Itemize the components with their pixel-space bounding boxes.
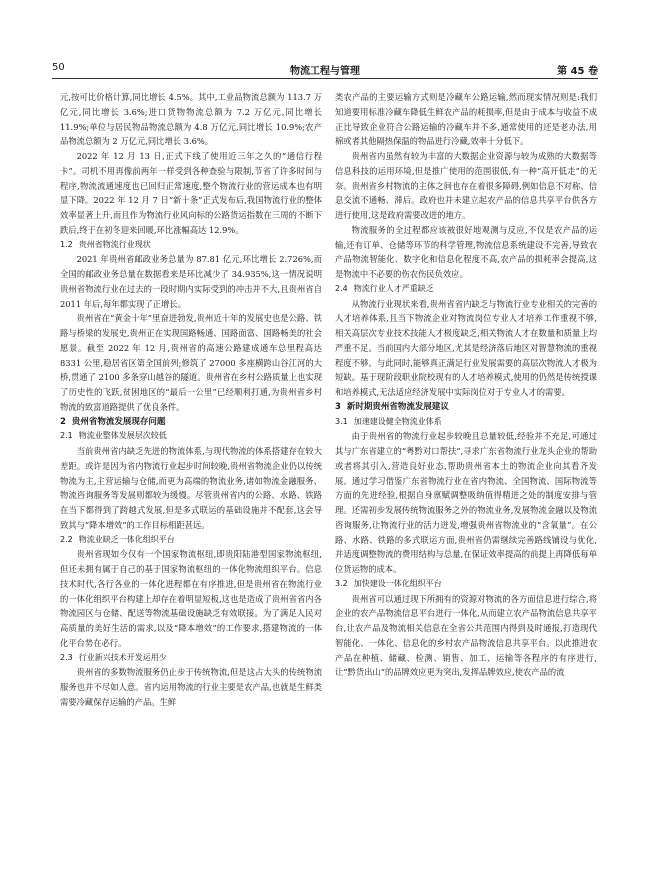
subsection-number: 3.2 bbox=[335, 578, 348, 588]
subsection-number: 3.1 bbox=[335, 416, 348, 426]
section-number: 3 bbox=[335, 401, 341, 412]
paragraph: 物流服务的全过程都应该被很好地观测与反应,不仅是农产品的运输,还有订单、仓储等环节的科学管理,物流信息系统建设不完善,导致农产品物流智能化、数字化和信息化程度不高,农产品的损耗率会提高,这是物流中不必要的伤农伤民负效应。 bbox=[335, 224, 597, 279]
subsection-heading bbox=[60, 533, 322, 548]
paragraph: 元,按可比价格计算,同比增长 4.5%。其中,工业品物流总额为 113.7 万亿元,同比增长 3.6%;进口货物物流总额为 7.2 万亿元,同比增长 11.9%;单位与居民物品物流总额为 4.8 万亿元,同比增长 10.9%;农产品物流总额为 2 万亿元,同比增长 3.6%。 bbox=[60, 92, 322, 147]
page-number: 50 bbox=[52, 62, 65, 73]
right-column bbox=[335, 90, 597, 680]
subsection-heading bbox=[60, 651, 322, 666]
subsection-number: 2.2 bbox=[60, 534, 73, 544]
paragraph: 由于贵州省的物流行业起步较晚且总量较低,经验并不充足,可通过其与广东省建立的“粤黔对口帮扶”,寻求广东省物流行业龙头企业的帮助或者将其引入,营造良好业态,帮助贵州省本土的物流企业向其看齐发展。通过学习借鉴广东省物流行业在省内物流、全国物流、国际物流等方面的先进经验,根据自身禀赋调整吸纳值得精进之处的制度安排与管理。还需初步发展传统物流服务之外的物流业务,发展物流金融以及物流咨询服务,让物流行业的活力迸发,增强贵州省物流业的“含氧量”。在公路、水路、铁路的多式联运方面,贵州省仍需继续完善路线铺设与优化,并适度调整物流的费用结构与总量,在保证效率提高的前提上再降低每单位货运物的成本。 bbox=[335, 431, 597, 574]
journal-title: 物流工程与管理 bbox=[290, 66, 360, 77]
subsection-heading bbox=[60, 238, 322, 253]
subsection-title: 物流业缺乏一体化组织平台 bbox=[78, 534, 175, 544]
paragraph: 2021 年贵州省邮政业务总量为 87.81 亿元,环比增长 2.726%,而全国的邮政业务总量在数据看来是环比减少了 34.935%,这一情况说明贵州省物流行业在过去的一段时期内实际受到的冲击并不大,且贵州省自 2011 年后,每年都实现了正增长。 bbox=[60, 254, 322, 309]
subsection-heading bbox=[335, 282, 597, 297]
running-header bbox=[52, 60, 598, 78]
subsection-title: 加速建设健全物流业体系 bbox=[353, 416, 442, 426]
subsection-heading bbox=[60, 429, 322, 444]
section-number: 2 bbox=[60, 416, 66, 427]
volume-label: 第 45 卷 bbox=[557, 66, 598, 77]
paragraph: 从物流行业现状来看,贵州省省内缺乏与物流行业专业相关的完善的人才培养体系,且当下物流企业对物流岗位专业人才培养工作重视不够,相关高层次专业技术技能人才极度缺乏,相关物流人才在数量和质量上均严重不足。当前国内大部分地区,尤其是经济落后地区对智慧物流的重视程度不够。与此同时,能够真正满足行业发展需要的高层次物流人才极为短缺。基于现阶段职业院校现有的人才培养模式,使用的仍然是传统授课和培养模式,无法适应经济发展中实际岗位对于专业人才的需要。 bbox=[335, 298, 597, 397]
subsection-title: 行业新兴技术开发运用少 bbox=[78, 652, 167, 662]
left-column bbox=[60, 90, 322, 710]
subsection-number: 2.3 bbox=[60, 652, 73, 662]
paragraph: 贵州省在“黄金十年”里奋进勃发,贵州近十年的发展史也是公路、铁路与桥梁的发展史,贵州正在实现国路畅通、国路面富、国路畅美的社会愿景。截至 2022 年 12 月,贵州省的高速公路建成通车总里程高达 8331 公里,稳居省区第全国前列;修筑了 27000 多座横跨山谷江河的大桥,贯通了 2100 多条穿山越谷的隧道。贵州省在乡村公路质量上也实现了历史性的飞跃,贫困地区的“最后一公里”已经顺利打通,为贵州省乡村物流的致富道路提供了优良条件。 bbox=[60, 313, 322, 412]
subsection-heading bbox=[335, 577, 597, 592]
paragraph: 类农产品的主要运输方式则是冷藏车公路运输,然而现实情况则是:我们知道要用标准冷藏车降低生鲜农产品的耗损率,但是由于成本与收益不成正比导致企业符合公路运输的冷藏车并不多,通常使用的还是老办法,用棉或者其他隔热保温的物品进行冷藏,效率十分低下。 bbox=[335, 92, 597, 147]
subsection-title: 物流行业人才严重缺乏 bbox=[353, 283, 434, 293]
section-title: 贵州省物流发展现存问题 bbox=[71, 416, 166, 427]
paragraph: 当前贵州省内缺乏先进的物流体系,与现代物流的体系搭建存在较大差距。或许是因为省内物流行业起步时间较晚,贵州省物流企业仍以传统物流为主,主营运输与仓储,而更为高端的物流业务,诸如物流金融服务、物流咨询服务等发展则都较为缓慢。尽管贵州省内的公路、水路、铁路在当下都得到了跨越式发展,但是多式联运的基础设施并不配套,这会导致其与“降本增效”的工作目标相距甚远。 bbox=[60, 446, 322, 530]
subsection-number: 1.2 bbox=[60, 239, 73, 249]
subsection-title: 加快建设一体化组织平台 bbox=[353, 578, 442, 588]
section-heading bbox=[335, 400, 597, 415]
subsection-title: 物流业整体发展层次较低 bbox=[78, 431, 167, 441]
header-rule bbox=[52, 78, 598, 79]
subsection-title: 贵州省物流行业现状 bbox=[78, 239, 151, 249]
subsection-number: 2.1 bbox=[60, 431, 73, 441]
paragraph: 2022 年 12 月 13 日,正式下线了使用近三年之久的“通信行程卡”。司机不用再像前两年一样受到各种查验与限制,节省了许多时间与程序,物流流通速度也已回归正常速度,整个物流行业的营运成本也有明显下降。2022 年 12 月 7 日“新十条”正式发布后,我国物流行业的整体效率显著上升,而且作为物流行业风向标的公路货运指数在三周的不断下跌后,终于在初冬迎来回暖,环比涨幅高达 12.9%。 bbox=[60, 151, 322, 235]
paragraph: 贵州省现如今仅有一个国家物流枢纽,即贵阳陆港型国家物流枢纽,但还未拥有属于自己的基于国家物流枢纽的一体化物流组织平台。信息技术时代,各行各业的一体化进程都在有序推进,但是贵州省在物流行业的一体化组织平台构建上却存在着明显短板,这也是造成了贵州省省内各物流园区与仓储、配送等物流基础设施缺乏有效联接。为了满足人民对高质量的美好生活的需求,以及“降本增效”的工作要求,搭建物流的一体化平台势在必行。 bbox=[60, 549, 322, 648]
paragraph: 贵州省内虽然有较为丰富的大数据企业资源与较为成熟的大数据等信息科技的运用环境,但是推广使用的范围很低,有一种“高开低走”的无奈。贵州省乡村物流的主体之间也存在着很多障碍,例如信息不对称、信息交流不通畅、滞后。政府也并未建立起农产品的信息共享平台供各方进行使用,这是政府需要改进的地方。 bbox=[335, 151, 597, 220]
section-heading bbox=[60, 415, 322, 430]
subsection-heading bbox=[335, 415, 597, 430]
subsection-number: 2.4 bbox=[335, 283, 348, 293]
paragraph: 贵州省可以通过现下所拥有的资源对物流的各方面信息进行综合,将企业的农产品物流信息平台进行一体化,从而建立农产品物流信息共享平台,让农产品及物流相关信息在全省公共范围内得到及时通报,打造现代智能化、一体化、信息化的乡村农产品物流信息共享平台。以此推进农产品在种植、储藏、检测、销售、加工、运输等各程序的有序进行,让“黔货出山”的品牌效应更为突出,发挥品牌效应,使农产品的流 bbox=[335, 593, 597, 678]
section-title: 新时期贵州省物流发展建议 bbox=[346, 401, 449, 412]
paragraph: 贵州省的多数物流服务仍止步于传统物流,但是这占大头的传统物流服务也并不尽如人意。省内运用物流的行业主要是农产品,也就是生鲜类需要冷藏保存运输的产品。生鲜 bbox=[60, 667, 322, 707]
